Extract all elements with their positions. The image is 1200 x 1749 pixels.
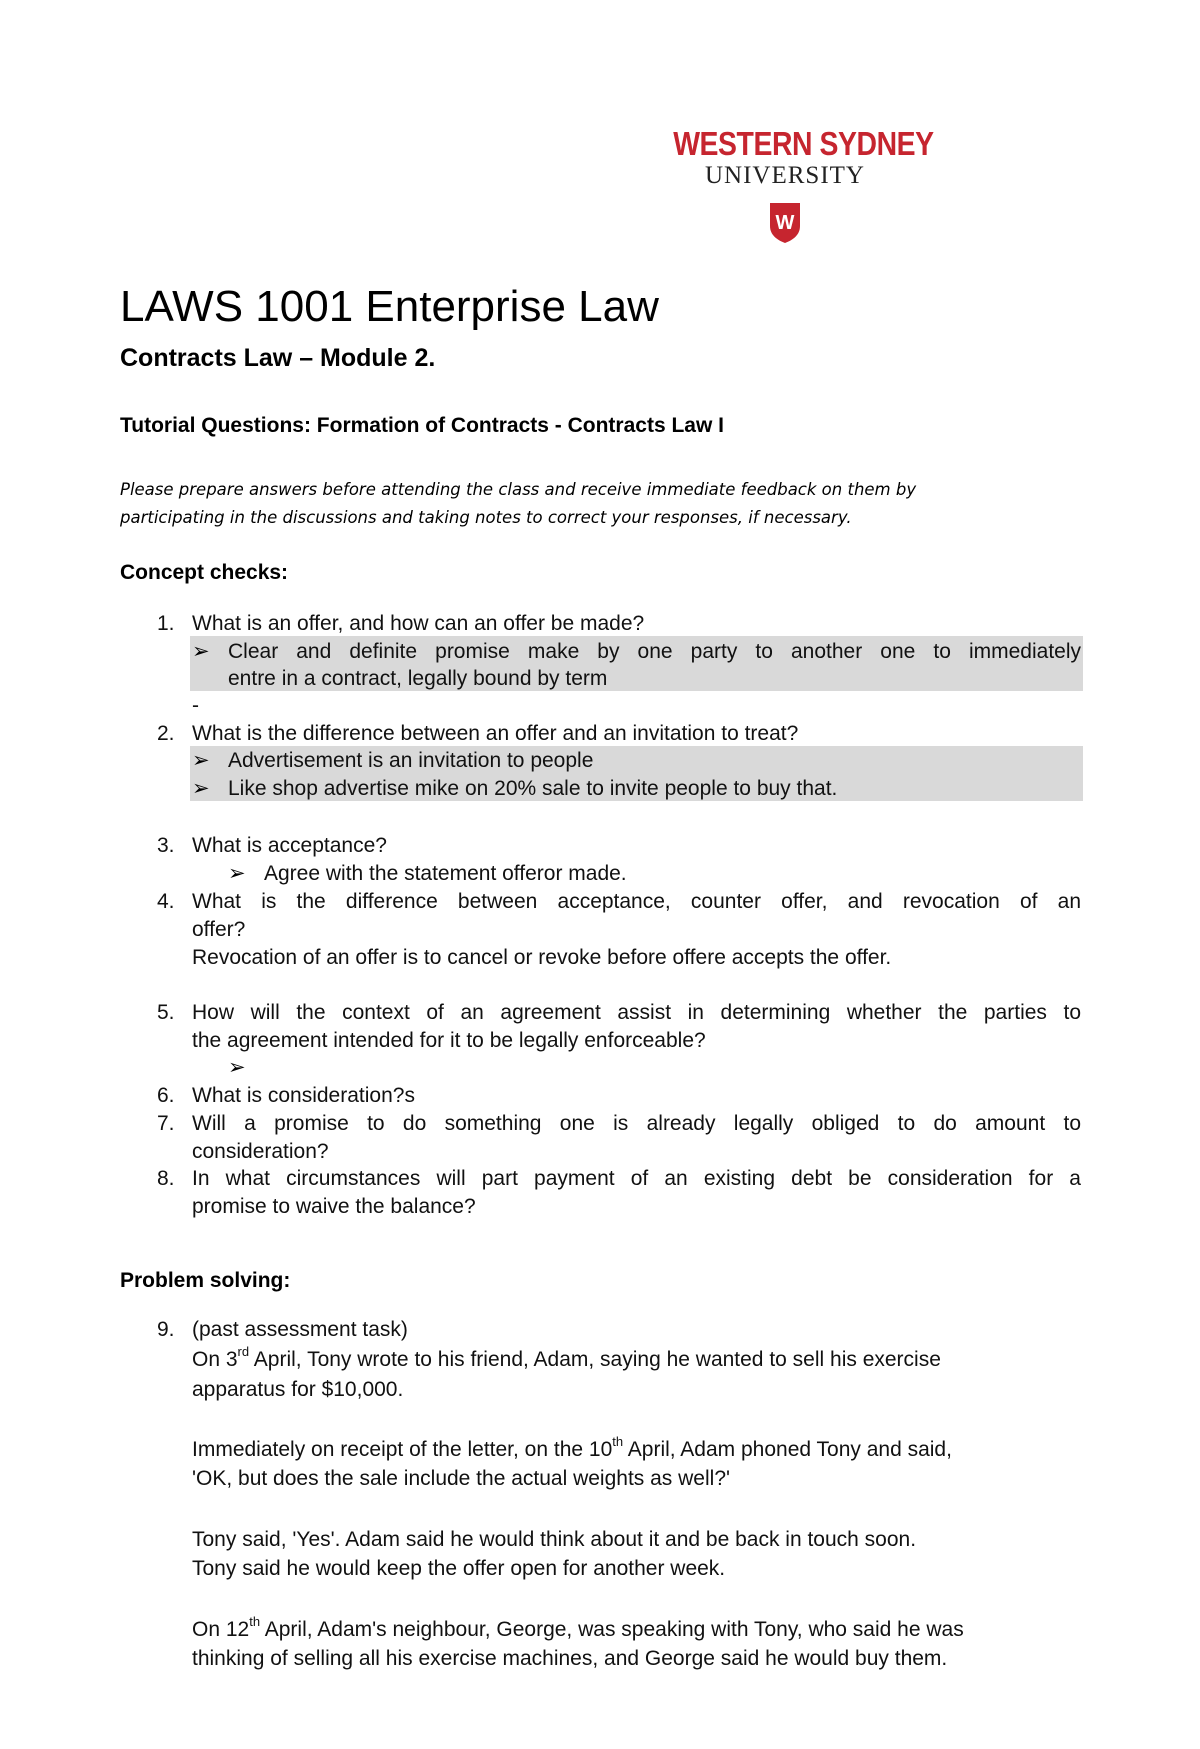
question-number: 4. bbox=[157, 890, 175, 913]
intro-line: Please prepare answers before attending the class and receive immediate feedback on them by bbox=[120, 480, 917, 499]
answer-text: entre in a contract, legally bound by term bbox=[228, 667, 608, 690]
answer-text: Advertisement is an invitation to people bbox=[228, 749, 594, 772]
intro-text bbox=[120, 476, 1020, 532]
problem-text: apparatus for $10,000. bbox=[192, 1378, 404, 1401]
question-number: 9. bbox=[157, 1318, 175, 1341]
question-number: 5. bbox=[157, 1001, 175, 1024]
question-text: promise to waive the balance? bbox=[192, 1195, 476, 1218]
arrow-bullet-icon: ➢ bbox=[192, 749, 210, 772]
question-text: How will the context of an agreement assist in determining whether the parties to bbox=[192, 1001, 1081, 1024]
problem-text: 'OK, but does the sale include the actual weights as well?' bbox=[192, 1467, 731, 1490]
arrow-bullet-icon: ➢ bbox=[192, 777, 210, 800]
question-number: 3. bbox=[157, 834, 175, 857]
arrow-bullet-icon: ➢ bbox=[228, 862, 246, 885]
shield-letter: W bbox=[775, 212, 795, 234]
page-subtitle: Contracts Law – Module 2. bbox=[120, 344, 436, 372]
university-logo bbox=[655, 125, 934, 256]
question-number: 8. bbox=[157, 1167, 175, 1190]
question-text: What is an offer, and how can an offer be made? bbox=[192, 612, 645, 635]
answer-text: Like shop advertise mike on 20% sale to invite people to buy that. bbox=[228, 777, 838, 800]
shield-icon bbox=[769, 202, 801, 244]
arrow-bullet-icon: ➢ bbox=[228, 1056, 246, 1079]
page-title: LAWS 1001 Enterprise Law bbox=[120, 282, 659, 331]
dash-marker: - bbox=[192, 694, 199, 717]
concept-checks-heading: Concept checks: bbox=[120, 561, 289, 584]
question-text: What is acceptance? bbox=[192, 834, 387, 857]
problem-text: Tony said, 'Yes'. Adam said he would think about it and be back in touch soon. bbox=[192, 1528, 917, 1551]
problem-text: thinking of selling all his exercise machines, and George said he would buy them. bbox=[192, 1647, 948, 1670]
answer-text: Agree with the statement offeror made. bbox=[264, 862, 627, 885]
question-text: consideration? bbox=[192, 1140, 329, 1163]
answer-text: Clear and definite promise make by one party to another one to immediately bbox=[228, 640, 1081, 663]
question-text: What is the difference between an offer and an invitation to treat? bbox=[192, 722, 799, 745]
problem-text: Immediately on receipt of the letter, on the 10th April, Adam phoned Tony and said, bbox=[192, 1434, 952, 1461]
question-text: Will a promise to do something one is already legally obliged to do amount to bbox=[192, 1112, 1081, 1135]
question-text: offer? bbox=[192, 918, 246, 941]
problem-text: Tony said he would keep the offer open for another week. bbox=[192, 1557, 726, 1580]
intro-line: participating in the discussions and taking notes to correct your responses, if necessary. bbox=[120, 508, 852, 527]
question-number: 2. bbox=[157, 722, 175, 745]
question-number: 7. bbox=[157, 1112, 175, 1135]
question-text: What is consideration?s bbox=[192, 1084, 415, 1107]
tutorial-heading: Tutorial Questions: Formation of Contracts - Contracts Law I bbox=[120, 414, 724, 437]
question-text: In what circumstances will part payment of an existing debt be consideration for a bbox=[192, 1167, 1081, 1190]
arrow-bullet-icon: ➢ bbox=[192, 640, 210, 663]
logo-line-1: WESTERN SYDNEY bbox=[673, 125, 934, 162]
question-number: 6. bbox=[157, 1084, 175, 1107]
problem-solving-heading: Problem solving: bbox=[120, 1269, 291, 1292]
question-text: the agreement intended for it to be legally enforceable? bbox=[192, 1029, 706, 1052]
question-number: 1. bbox=[157, 612, 175, 635]
question-text: What is the difference between acceptance, counter offer, and revocation of an bbox=[192, 890, 1081, 913]
problem-text: On 12th April, Adam's neighbour, George, was speaking with Tony, who said he was bbox=[192, 1614, 964, 1641]
problem-text: On 3rd April, Tony wrote to his friend, Adam, saying he wanted to sell his exercise bbox=[192, 1344, 941, 1371]
problem-label: (past assessment task) bbox=[192, 1318, 408, 1341]
answer-text: Revocation of an offer is to cancel or revoke before offere accepts the offer. bbox=[192, 946, 892, 969]
logo-line-2: UNIVERSITY bbox=[705, 162, 865, 189]
